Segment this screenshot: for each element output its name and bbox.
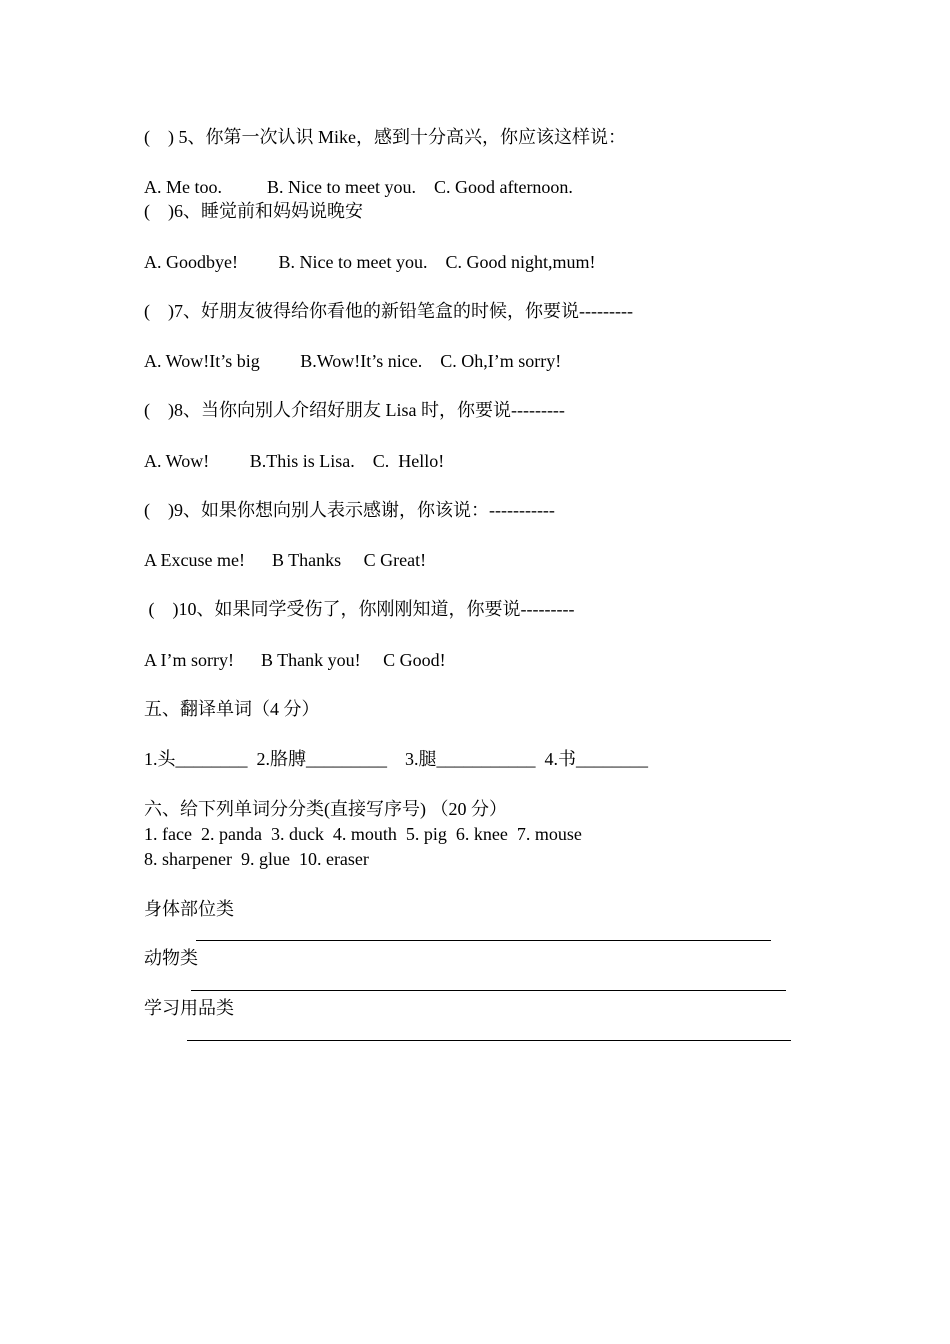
category-animals-label: 动物类	[144, 948, 198, 968]
section-6-words-line-1: 1. face 2. panda 3. duck 4. mouth 5. pig 6. knee 7. mouse	[144, 824, 582, 844]
question-8-prompt: ( )8、当你向别人介绍好朋友 Lisa 时，你要说---------	[144, 400, 565, 420]
section-6-words-line-2: 8. sharpener 9. glue 10. eraser	[144, 849, 369, 869]
section-5-heading: 五、翻译单词（4 分）	[144, 699, 320, 719]
question-5-options: A. Me too. B. Nice to meet you. C. Good afternoon.	[144, 177, 573, 197]
question-7-prompt: ( )7、好朋友彼得给你看他的新铅笔盒的时候，你要说---------	[144, 301, 633, 321]
question-10-options: A I’m sorry! B Thank you! C Good!	[144, 650, 446, 670]
question-8-options: A. Wow! B.This is Lisa. C. Hello!	[144, 451, 445, 471]
category-body-parts-label: 身体部位类	[144, 899, 234, 919]
question-6-options: A. Goodbye! B. Nice to meet you. C. Good night,mum!	[144, 252, 596, 272]
question-5-prompt: ( ) 5、你第一次认识 Mike，感到十分高兴，你应该这样说：	[144, 127, 626, 147]
category-animals-answer-line	[191, 990, 786, 991]
question-10-prompt: ( )10、如果同学受伤了，你刚刚知道，你要说---------	[144, 599, 575, 619]
question-9-options: A Excuse me! B Thanks C Great!	[144, 550, 427, 570]
category-school-supplies-label: 学习用品类	[144, 998, 234, 1018]
question-7-options: A. Wow!It’s big B.Wow!It’s nice. C. Oh,I’m sorry!	[144, 351, 562, 371]
category-school-supplies-answer-line	[187, 1040, 791, 1041]
question-6-prompt: ( )6、睡觉前和妈妈说晚安	[144, 201, 363, 221]
section-6-heading: 六、给下列单词分分类(直接写序号) （20 分）	[144, 799, 507, 819]
question-9-prompt: ( )9、如果你想向别人表示感谢，你该说：-----------	[144, 500, 555, 520]
section-5-items: 1.头________ 2.胳膊_________ 3.腿___________ 4.书________	[144, 749, 648, 769]
category-body-parts-answer-line	[196, 940, 771, 941]
